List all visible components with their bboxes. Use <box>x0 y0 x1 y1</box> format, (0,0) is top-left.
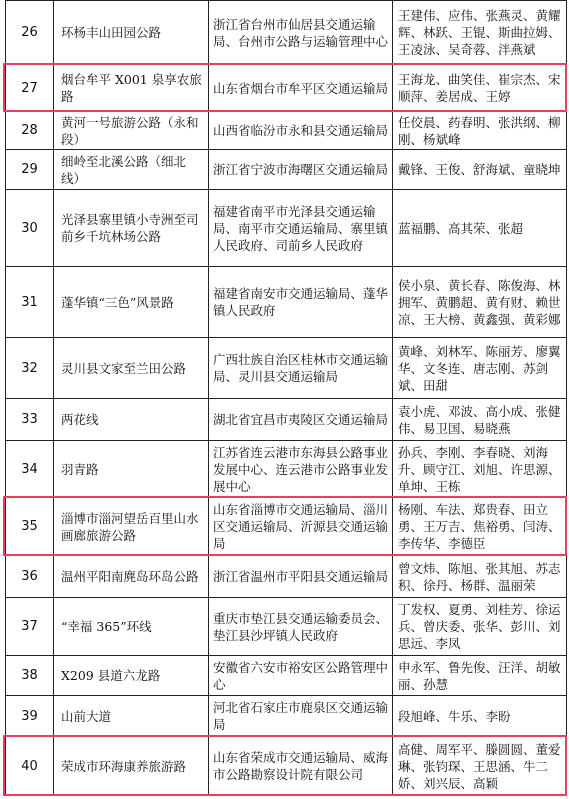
responsible-units: 山西省临汾市永和县交通运输局 <box>209 112 393 150</box>
personnel-list: 申永军、鲁先俊、汪洋、胡敏丽、孙慧 <box>393 656 567 696</box>
table-row <box>6 696 567 737</box>
personnel-list: 孙兵、李刚、李春晓、刘海升、顾守江、刘旭、许思源、单坤、王栋 <box>393 441 567 498</box>
row-number: 29 <box>6 150 54 190</box>
row-number: 33 <box>6 399 54 441</box>
table-row <box>6 190 567 267</box>
table-row <box>6 656 567 696</box>
personnel-list: 黄峰、刘林军、陈丽芳、廖翼华、文冬连、唐志刚、苏剑斌、田甜 <box>393 338 567 399</box>
row-number: 30 <box>6 190 54 267</box>
table-row <box>6 556 567 598</box>
responsible-units: 湖北省宜昌市夷陵区交通运输局 <box>209 399 393 441</box>
road-name: X209 县道六龙路 <box>54 656 209 696</box>
row-number: 28 <box>6 112 54 150</box>
personnel-list: 高健、周军平、滕圆圆、董爱琳、张钧琛、王思涵、牛二娇、刘兴辰、高颖 <box>393 737 567 796</box>
road-name: 淄博市淄河望岳百里山水画廊旅游公路 <box>54 498 209 556</box>
row-number: 31 <box>6 267 54 338</box>
personnel-list: 段旭峰、牛乐、李盼 <box>393 696 567 737</box>
row-number: 37 <box>6 598 54 656</box>
personnel-list: 任佼晨、药春明、张洪纲、柳刚、杨斌峰 <box>393 112 567 150</box>
table-row <box>6 399 567 441</box>
personnel-list: 杨刚、车法、郑贵春、田立勇、王万吉、焦裕勇、闫涛、李传华、李德臣 <box>393 498 567 556</box>
road-name: 环杨丰山田园公路 <box>54 1 209 65</box>
responsible-units: 福建省南平市光泽县交通运输局、南平市交通运输局、寨里镇人民政府、司前乡人民政府 <box>209 190 393 267</box>
responsible-units: 山东省烟台市牟平区交通运输局 <box>209 65 393 112</box>
responsible-units: 广西壮族自治区桂林市交通运输局、灵川县交通运输局 <box>209 338 393 399</box>
personnel-list: 丁发权、夏勇、刘桂芳、徐运兵、曾庆委、张华、彭川、刘思远、李凤 <box>393 598 567 656</box>
responsible-units: 河北省石家庄市鹿泉区交通运输局 <box>209 696 393 737</box>
row-number: 27 <box>6 65 54 112</box>
table-row <box>6 598 567 656</box>
responsible-units: 浙江省宁波市海曙区交通运输局 <box>209 150 393 190</box>
table-row <box>6 441 567 498</box>
personnel-list: 王海龙、曲笑佳、崔宗杰、宋顺萍、姜居成、王婷 <box>393 65 567 112</box>
responsible-units: 山东省荣成市交通运输局、威海市公路勘察设计院有限公司 <box>209 737 393 796</box>
responsible-units: 浙江省温州市平阳县交通运输局 <box>209 556 393 598</box>
row-number: 32 <box>6 338 54 399</box>
road-name: 烟台牟平 X001 泉享农旅路 <box>54 65 209 112</box>
road-name: 温州平阳南麂岛环岛公路 <box>54 556 209 598</box>
table-row <box>6 267 567 338</box>
table-body <box>6 1 567 796</box>
responsible-units: 安徽省六安市裕安区公路管理中心 <box>209 656 393 696</box>
road-name: 羽青路 <box>54 441 209 498</box>
road-name: 山前大道 <box>54 696 209 737</box>
row-number: 36 <box>6 556 54 598</box>
row-number: 40 <box>6 737 54 796</box>
responsible-units: 浙江省台州市仙居县交通运输局、台州市公路与运输管理中心 <box>209 1 393 65</box>
road-name: 光泽县寨里镇小寺洲至司前乡千坑林场公路 <box>54 190 209 267</box>
table-row <box>6 1 567 65</box>
road-name: 蓬华镇“三色”风景路 <box>54 267 209 338</box>
responsible-units: 重庆市垫江县交通运输委员会、垫江县沙坪镇人民政府 <box>209 598 393 656</box>
personnel-list: 袁小虎、邓波、高小成、张健伟、易卫国、易晓燕 <box>393 399 567 441</box>
table-row <box>6 150 567 190</box>
row-number: 38 <box>6 656 54 696</box>
table-row <box>6 65 567 112</box>
row-number: 39 <box>6 696 54 737</box>
road-name: 黄河一号旅游公路（永和段） <box>54 112 209 150</box>
road-name: 荣成市环海康养旅游路 <box>54 737 209 796</box>
table-row <box>6 737 567 796</box>
table-row <box>6 112 567 150</box>
personnel-list: 戴锋、王俊、舒海斌、童晓坤 <box>393 150 567 190</box>
table-row <box>6 498 567 556</box>
responsible-units: 江苏省连云港市东海县公路事业发展中心、连云港市公路事业发展中心 <box>209 441 393 498</box>
road-name: “幸福 365”环线 <box>54 598 209 656</box>
road-name: 细岭至北溪公路（细北线） <box>54 150 209 190</box>
personnel-list: 蓝福鹏、高其荣、张超 <box>393 190 567 267</box>
row-number: 26 <box>6 1 54 65</box>
row-number: 34 <box>6 441 54 498</box>
responsible-units: 福建省南安市交通运输局、蓬华镇人民政府 <box>209 267 393 338</box>
table-row <box>6 338 567 399</box>
road-name: 灵川县文家至兰田公路 <box>54 338 209 399</box>
personnel-list: 侯小泉、黄长春、陈俊海、林拥军、黄鹏超、黄有财、赖世凉、王大榜、黄鑫强、黄彩娜 <box>393 267 567 338</box>
responsible-units: 山东省淄博市交通运输局、淄川区交通运输局、沂源县交通运输局 <box>209 498 393 556</box>
personnel-list: 曾文炜、陈旭、张其旭、苏志积、徐丹、杨群、温丽荣 <box>393 556 567 598</box>
personnel-list: 王建伟、应伟、张燕灵、黄耀辉、林跃、王锟、斯曲拉姆、王凌泳、吴奇蓉、泮燕斌 <box>393 1 567 65</box>
road-name: 两花线 <box>54 399 209 441</box>
honor-list-table <box>5 0 567 796</box>
row-number: 35 <box>6 498 54 556</box>
